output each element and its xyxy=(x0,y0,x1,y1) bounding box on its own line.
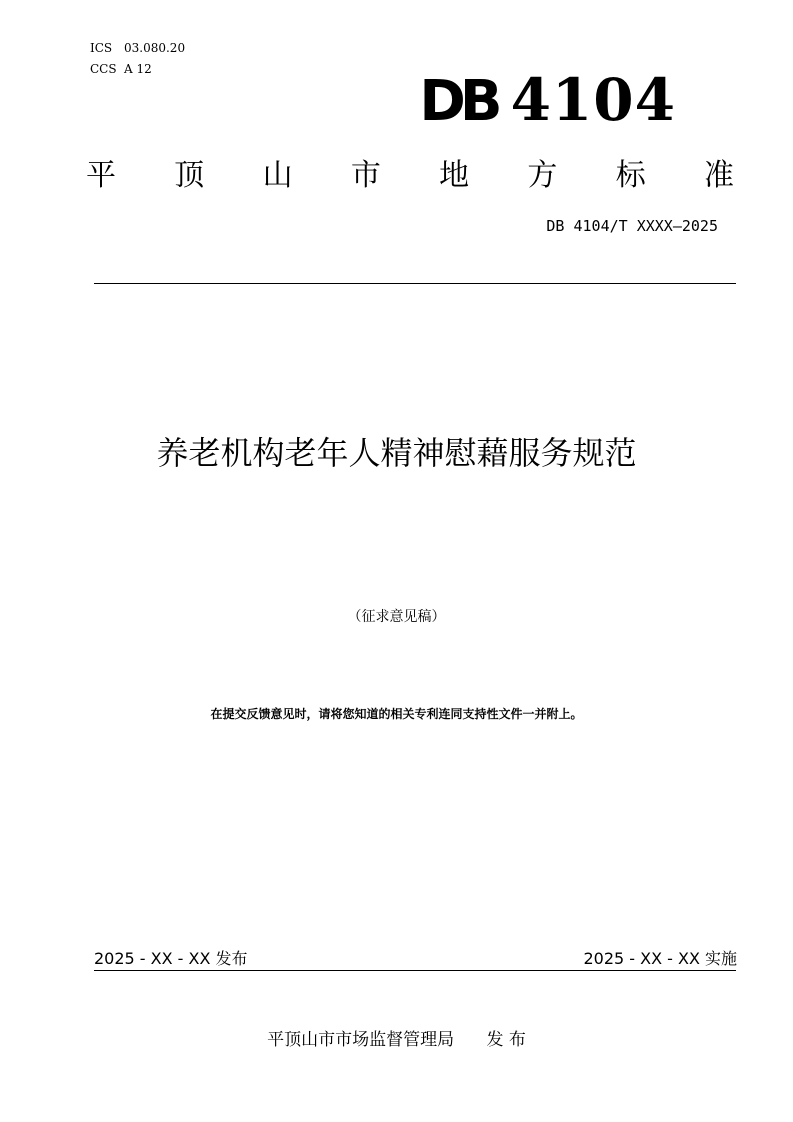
db-region-number: 4104 xyxy=(510,66,676,134)
top-divider xyxy=(94,283,736,284)
standard-type-char: 市 xyxy=(350,158,381,193)
ics-line xyxy=(90,38,185,59)
ccs-value: A 12 xyxy=(124,62,152,76)
standard-type-char: 准 xyxy=(703,158,734,193)
patent-notice: 在提交反馈意见时，请将您知道的相关专利连同支持性文件一并附上。 xyxy=(210,707,583,721)
standard-number: DB 4104/T XXXX—2025 xyxy=(546,217,718,235)
standard-type-char: 地 xyxy=(439,158,470,193)
ics-value: 03.080.20 xyxy=(124,41,186,55)
issuer-name: 平顶山市市场监督管理局 xyxy=(267,1030,455,1050)
issuer-action: 发 布 xyxy=(486,1030,526,1050)
draft-stage: （征求意见稿） xyxy=(347,609,446,625)
ccs-label: CCS xyxy=(90,62,117,76)
db-standard-mark xyxy=(0,66,676,136)
standard-type-char: 顶 xyxy=(174,158,205,193)
standard-type-char: 方 xyxy=(527,158,558,193)
standard-type-char: 标 xyxy=(615,158,646,193)
bottom-divider xyxy=(94,970,736,971)
implement-date: 2025 - XX - XX 实施 xyxy=(583,949,737,968)
standard-type-char: 平 xyxy=(86,158,116,193)
document-title: 养老机构老年人精神慰藉服务规范 xyxy=(156,434,637,472)
standard-type-char: 山 xyxy=(262,158,293,193)
ics-label: ICS xyxy=(90,41,113,55)
db-prefix: DB xyxy=(419,69,497,134)
standard-type xyxy=(86,150,734,194)
issuer xyxy=(0,1025,793,1050)
publish-date: 2025 - XX - XX 发布 xyxy=(94,949,248,968)
